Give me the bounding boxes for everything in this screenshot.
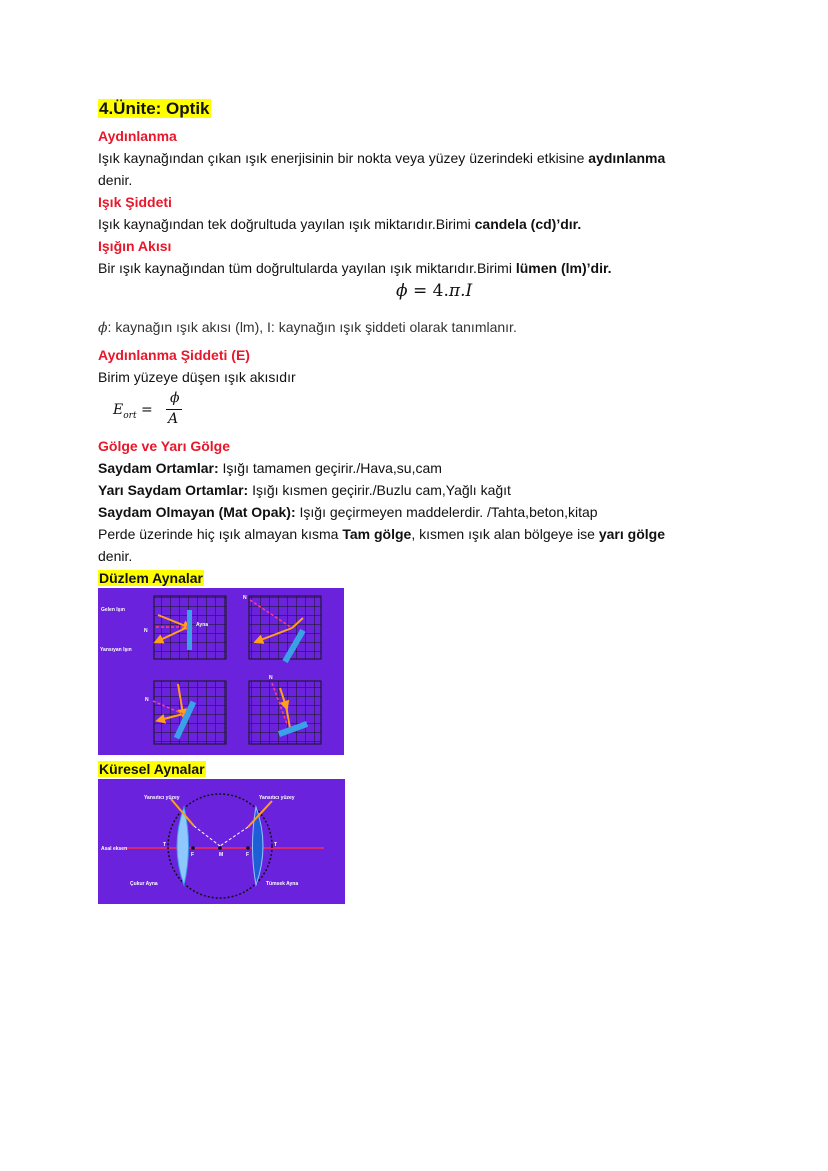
text-span: Işık kaynağından çıkan ışık enerjisinin bir nokta veya yüzey üzerindeki etkisine (98, 150, 589, 166)
spherical-mirrors-diagram (98, 779, 345, 904)
fraction-denominator: A (168, 411, 179, 427)
heading-isigin-akisi: Işığın Akısı (98, 238, 172, 254)
label-normal-2: N (243, 595, 247, 601)
bold-term: candela (cd)’dır. (474, 216, 582, 232)
heading-duzlem-aynalar: Düzlem Aynalar (99, 570, 203, 586)
label-normal-1: N (144, 628, 148, 634)
bold-term: yarı gölge (598, 526, 665, 542)
label-principal-axis: Asal eksen (101, 846, 128, 852)
golge-definition-line (98, 525, 665, 543)
flux-formula (396, 281, 472, 301)
phi-definition (98, 319, 517, 336)
heading-aydinlanma-siddeti: Aydınlanma Şiddeti (E) (98, 347, 250, 363)
bold-term: Saydam Ortamlar: (98, 460, 219, 476)
center-point (218, 846, 222, 850)
heading-aydinlanma: Aydınlanma (98, 128, 177, 144)
phi-symbol: ϕ (98, 320, 108, 336)
bold-term: Yarı Saydam Ortamlar: (98, 482, 249, 498)
opak-line (98, 503, 598, 521)
aydinlanma-text-line2: denir. (98, 172, 133, 188)
formula-part: .I (460, 281, 473, 301)
label-ayna: Ayna (196, 622, 209, 628)
golge-definition-line2: denir. (98, 548, 133, 564)
label-concave-mirror: Çukur Ayna (130, 881, 158, 887)
label-normal-3: N (145, 697, 149, 703)
formula-lhs (113, 402, 153, 421)
grid-bottom-left (153, 681, 226, 744)
unit-title: 4.Ünite: Optik (99, 99, 210, 118)
grid-top-right (249, 596, 321, 663)
heading-kuresel-aynalar: Küresel Aynalar (99, 761, 205, 777)
label-reflective-surface-2: Yansıtıcı yüzey (259, 795, 295, 801)
pi-symbol: π (448, 281, 461, 301)
label-m: M (219, 852, 224, 858)
heading-golge: Gölge ve Yarı Gölge (98, 438, 231, 454)
plane-mirrors-diagram (98, 588, 344, 755)
label-normal-4: N (269, 675, 273, 681)
text-span: Işığı tamamen geçirir./Hava,su,cam (218, 460, 442, 476)
unit-title-line (98, 100, 211, 118)
yari-saydam-line (98, 481, 511, 499)
phi-symbol: ϕ (396, 281, 408, 301)
isigin-akisi-text (98, 259, 612, 277)
bold-term: Tam gölge (342, 526, 412, 542)
label-f-right: F (246, 852, 250, 858)
text-span: Işığı geçirmeyen maddelerdir. /Tahta,beton,kitap (295, 504, 598, 520)
text-span: , kısmen ışık alan bölgeye ise (411, 526, 599, 542)
label-t-right: T (274, 842, 278, 848)
aydinlanma-text-line1 (98, 149, 665, 167)
heading-duzlem-line (98, 569, 204, 587)
label-convex-mirror: Tümsek Ayna (266, 881, 299, 887)
formula-part: = 4. (407, 281, 449, 301)
heading-isik-siddeti: Işık Şiddeti (98, 194, 172, 210)
grid-bottom-right (249, 681, 321, 744)
bold-term: lümen (lm)’dir. (515, 260, 612, 276)
text-span: Işık kaynağından tek doğrultuda yayılan ışık miktarıdır.Birimi (98, 216, 475, 232)
fraction-bar (166, 409, 182, 410)
label-t-left: T (163, 842, 167, 848)
label-gelen-isin: Gelen Işın (101, 607, 125, 613)
label-yansiyan-isin: Yansıyan Işın (100, 647, 132, 653)
mirror-icon (187, 610, 192, 650)
bold-term: Saydam Olmayan (Mat Opak): (98, 504, 296, 520)
grid-top-left (154, 596, 226, 659)
bold-term: aydınlanma (588, 150, 666, 166)
heading-kuresel-line (98, 760, 206, 778)
focal-point (246, 846, 250, 850)
e-symbol: E (113, 402, 124, 418)
text-span: Perde üzerinde hiç ışık almayan kısma (98, 526, 343, 542)
label-f-left: F (191, 852, 195, 858)
text-span: Bir ışık kaynağından tüm doğrultularda yayılan ışık miktarıdır.Birimi (98, 260, 516, 276)
text-span: Işığı kısmen geçirir./Buzlu cam,Yağlı kağıt (248, 482, 511, 498)
ort-subscript: ort (123, 410, 137, 421)
equals-sign: = (136, 402, 153, 418)
saydam-line (98, 459, 442, 477)
label-reflective-surface-1: Yansıtıcı yüzey (144, 795, 180, 801)
fraction-numerator: ϕ (170, 390, 180, 406)
isik-siddeti-text (98, 215, 581, 233)
focal-point (191, 846, 195, 850)
aydinlanma-siddeti-text: Birim yüzeye düşen ışık akısıdır (98, 369, 296, 385)
phi-description: : kaynağın ışık akısı (lm), I: kaynağın ışık şiddeti olarak tanımlanır. (107, 319, 517, 335)
